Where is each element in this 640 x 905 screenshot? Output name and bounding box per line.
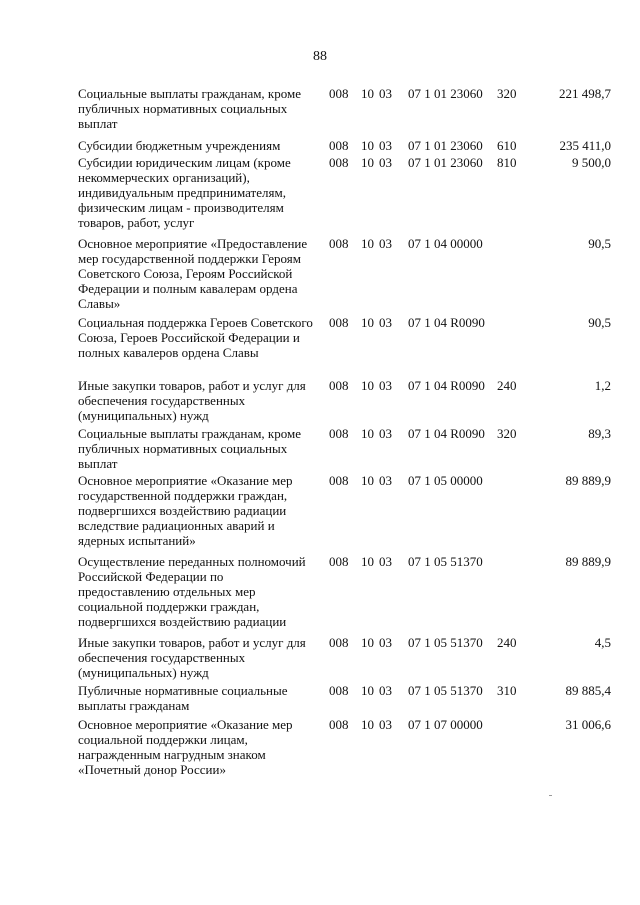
- row-amount: 4,5: [594, 635, 611, 650]
- table-row: [0, 138, 640, 155]
- row-subsection-code: 03: [379, 554, 392, 569]
- table-row: [0, 683, 640, 717]
- table-row: [0, 378, 640, 426]
- row-ved-code: 008: [329, 635, 349, 650]
- row-ved-code: 008: [329, 315, 349, 330]
- row-description: Публичные нормативные социальные выплаты гражданам: [78, 683, 288, 713]
- table-row: [0, 155, 640, 236]
- row-description: Основное мероприятие «Предоставление мер государственной поддержки Героям Советского Союза, Героям Российской Федерации и полным кавалерам ордена Славы»: [78, 236, 308, 311]
- row-subsection-code: 03: [379, 683, 392, 698]
- row-ved-code: 008: [329, 683, 349, 698]
- row-target-article-code: 07 1 04 R0090: [408, 315, 485, 330]
- row-target-article-code: 07 1 05 51370: [408, 683, 483, 698]
- row-section-code: 10: [361, 635, 374, 650]
- row-subsection-code: 03: [379, 236, 392, 251]
- row-description: Основное мероприятие «Оказание мер социальной поддержки лицам, награжденным нагрудным знаком «Почетный донор России»: [78, 717, 293, 777]
- row-section-code: 10: [361, 554, 374, 569]
- row-ved-code: 008: [329, 138, 349, 153]
- row-expense-type-code: 310: [497, 683, 517, 698]
- row-ved-code: 008: [329, 378, 349, 393]
- row-amount: 1,2: [594, 378, 611, 393]
- row-subsection-code: 03: [379, 426, 392, 441]
- row-section-code: 10: [361, 236, 374, 251]
- row-description: Социальная поддержка Героев Советского Союза, Героев Российской Федерации и полных кавалеров ордена Славы: [78, 315, 313, 360]
- row-description: Основное мероприятие «Оказание мер государственной поддержки граждан, подвергшихся воздействию радиации вследствие радиационных аварий и ядерных испытаний»: [78, 473, 293, 548]
- row-subsection-code: 03: [379, 138, 392, 153]
- row-description: Осуществление переданных полномочий Российской Федерации по предоставлению отдельных мер социальной поддержки граждан, подвергшихся воздействию радиации: [78, 554, 306, 629]
- row-amount: 89 885,4: [565, 683, 611, 698]
- table-row: [0, 554, 640, 635]
- scan-artifact-mark: [549, 795, 552, 796]
- row-amount: 9 500,0: [572, 155, 611, 170]
- table-row: [0, 86, 640, 138]
- row-section-code: 10: [361, 315, 374, 330]
- row-target-article-code: 07 1 07 00000: [408, 717, 483, 732]
- row-target-article-code: 07 1 05 51370: [408, 635, 483, 650]
- row-amount: 89 889,9: [565, 473, 611, 488]
- row-target-article-code: 07 1 04 R0090: [408, 378, 485, 393]
- row-description: Субсидии юридическим лицам (кроме некоммерческих организаций), индивидуальным предпринимателям, физическим лицам - производителям товаров, работ, услуг: [78, 155, 291, 230]
- row-amount: 235 411,0: [559, 138, 611, 153]
- row-expense-type-code: 810: [497, 155, 517, 170]
- row-amount: 31 006,6: [565, 717, 611, 732]
- row-ved-code: 008: [329, 86, 349, 101]
- row-amount: 90,5: [588, 315, 611, 330]
- row-ved-code: 008: [329, 426, 349, 441]
- table-row: [0, 236, 640, 315]
- row-target-article-code: 07 1 01 23060: [408, 138, 483, 153]
- row-subsection-code: 03: [379, 473, 392, 488]
- row-amount: 90,5: [588, 236, 611, 251]
- row-expense-type-code: 240: [497, 635, 517, 650]
- row-section-code: 10: [361, 138, 374, 153]
- row-subsection-code: 03: [379, 378, 392, 393]
- row-expense-type-code: 320: [497, 86, 517, 101]
- row-target-article-code: 07 1 01 23060: [408, 86, 483, 101]
- table-row: [0, 426, 640, 473]
- row-ved-code: 008: [329, 155, 349, 170]
- row-description: Иные закупки товаров, работ и услуг для обеспечения государственных (муниципальных) нужд: [78, 378, 306, 423]
- budget-table: [0, 86, 640, 781]
- row-subsection-code: 03: [379, 86, 392, 101]
- row-target-article-code: 07 1 05 51370: [408, 554, 483, 569]
- row-amount: 89,3: [588, 426, 611, 441]
- row-description: Социальные выплаты гражданам, кроме публичных нормативных социальных выплат: [78, 426, 301, 471]
- row-ved-code: 008: [329, 554, 349, 569]
- row-section-code: 10: [361, 683, 374, 698]
- row-subsection-code: 03: [379, 315, 392, 330]
- row-expense-type-code: 610: [497, 138, 517, 153]
- row-expense-type-code: 320: [497, 426, 517, 441]
- table-row: [0, 473, 640, 554]
- row-subsection-code: 03: [379, 635, 392, 650]
- row-section-code: 10: [361, 155, 374, 170]
- row-subsection-code: 03: [379, 717, 392, 732]
- row-description: Социальные выплаты гражданам, кроме публичных нормативных социальных выплат: [78, 86, 301, 131]
- row-section-code: 10: [361, 86, 374, 101]
- row-section-code: 10: [361, 426, 374, 441]
- row-target-article-code: 07 1 04 R0090: [408, 426, 485, 441]
- row-subsection-code: 03: [379, 155, 392, 170]
- row-description: Субсидии бюджетным учреждениям: [78, 138, 281, 153]
- table-row: [0, 717, 640, 781]
- row-ved-code: 008: [329, 473, 349, 488]
- row-section-code: 10: [361, 717, 374, 732]
- row-section-code: 10: [361, 473, 374, 488]
- page-number: 88: [313, 49, 327, 64]
- row-target-article-code: 07 1 01 23060: [408, 155, 483, 170]
- table-row: [0, 315, 640, 378]
- row-amount: 89 889,9: [565, 554, 611, 569]
- row-expense-type-code: 240: [497, 378, 517, 393]
- row-description: Иные закупки товаров, работ и услуг для обеспечения государственных (муниципальных) нужд: [78, 635, 306, 680]
- table-row: [0, 635, 640, 683]
- row-ved-code: 008: [329, 236, 349, 251]
- row-amount: 221 498,7: [559, 86, 611, 101]
- row-section-code: 10: [361, 378, 374, 393]
- row-target-article-code: 07 1 05 00000: [408, 473, 483, 488]
- row-target-article-code: 07 1 04 00000: [408, 236, 483, 251]
- row-ved-code: 008: [329, 717, 349, 732]
